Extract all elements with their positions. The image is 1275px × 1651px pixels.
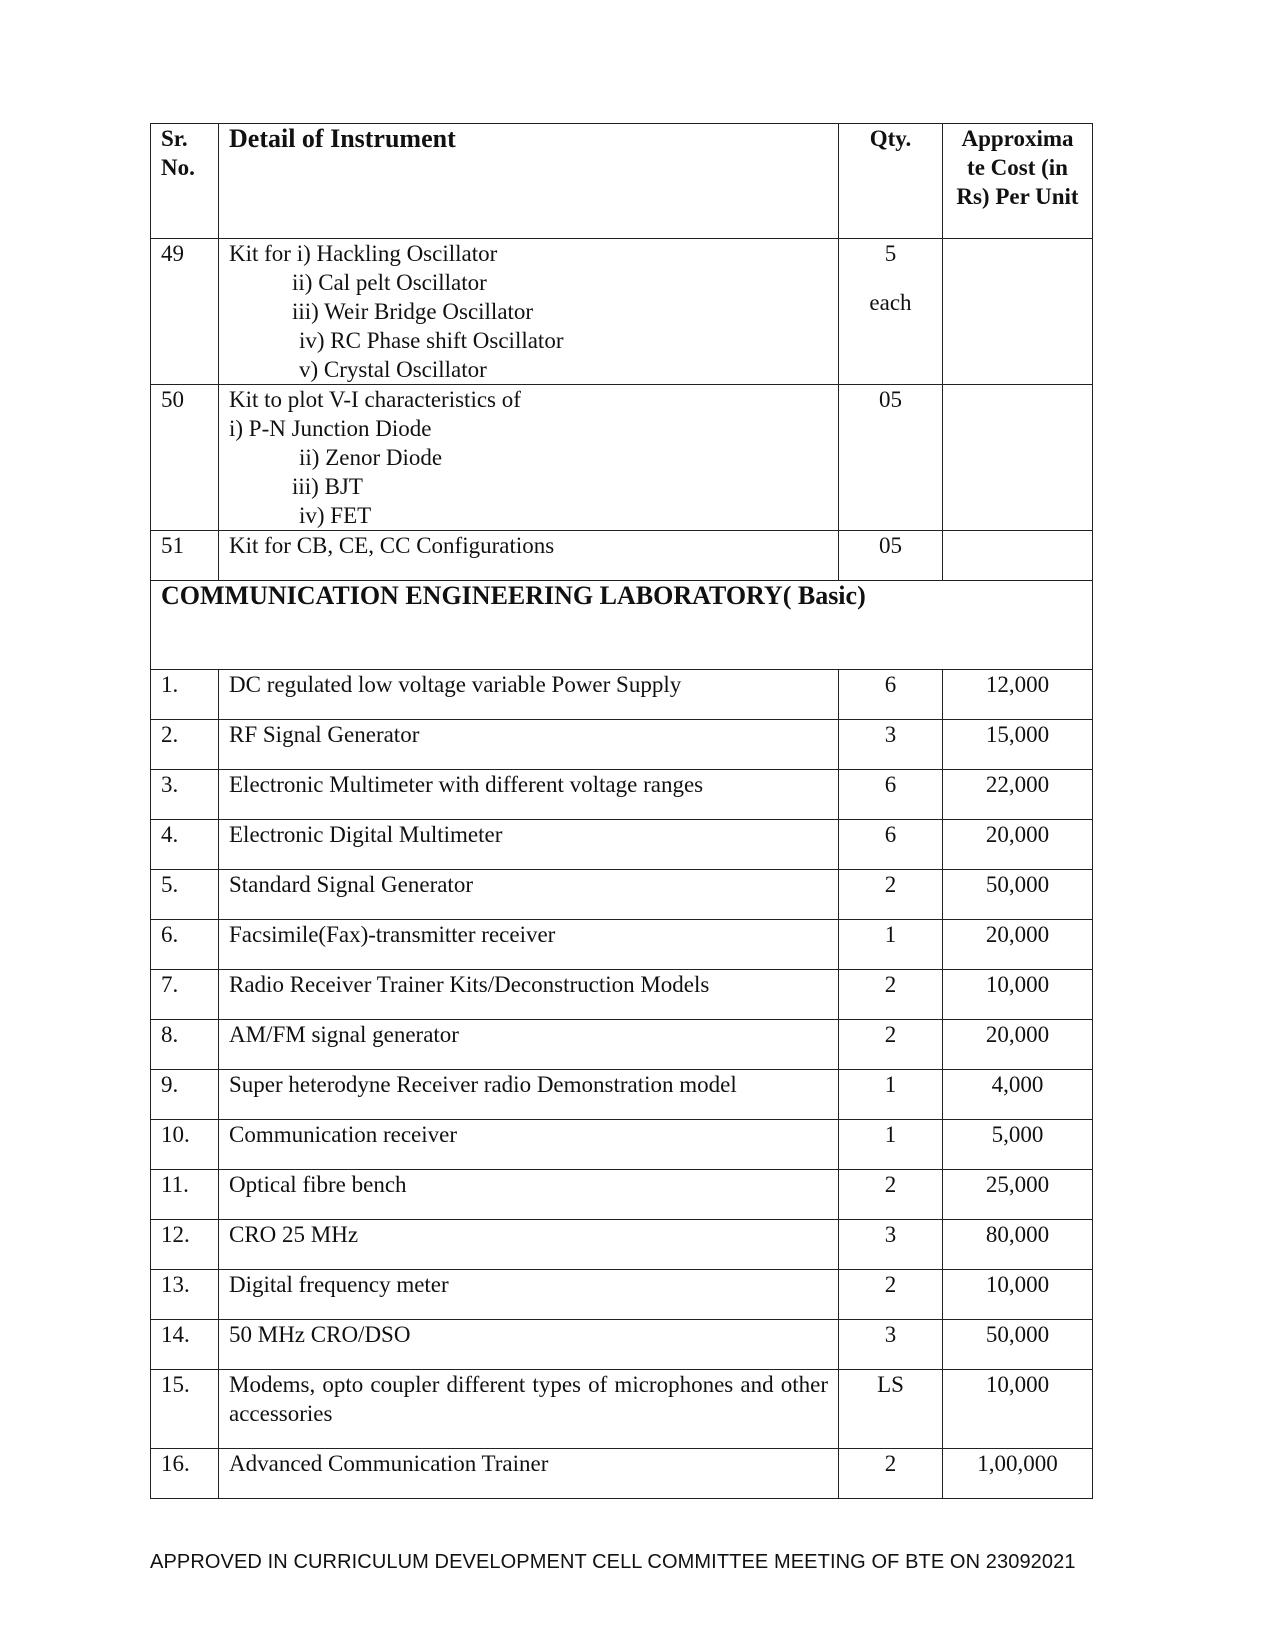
table-row — [151, 1020, 1093, 1070]
table-row — [151, 1449, 1093, 1499]
detail-cell: RF Signal Generator — [219, 720, 839, 770]
detail-cell: Advanced Communication Trainer — [219, 1449, 839, 1499]
detail-cell: Kit for CB, CE, CC Configurations — [219, 531, 839, 581]
sr-cell: 8. — [151, 1020, 219, 1070]
table-row — [151, 1170, 1093, 1220]
approval-footer: APPROVED IN CURRICULUM DEVELOPMENT CELL COMMITTEE MEETING OF BTE ON 23092021 — [150, 1551, 1076, 1573]
detail-cell: Communication receiver — [219, 1120, 839, 1170]
qty-cell: 2 — [839, 1170, 943, 1220]
qty-cell: LS — [839, 1370, 943, 1449]
cost-cell: 1,00,000 — [943, 1449, 1093, 1499]
cost-cell — [943, 531, 1093, 581]
table-row — [151, 1270, 1093, 1320]
detail-line: iii) BJT — [292, 474, 363, 499]
cost-cell — [943, 239, 1093, 385]
cost-cell: 50,000 — [943, 1320, 1093, 1370]
sr-cell: 4. — [151, 820, 219, 870]
detail-cell: Facsimile(Fax)-transmitter receiver — [219, 920, 839, 970]
qty-cell: 6 — [839, 670, 943, 720]
detail-cell: AM/FM signal generator — [219, 1020, 839, 1070]
detail-line: v) Crystal Oscillator — [299, 357, 487, 382]
detail-cell: Electronic Digital Multimeter — [219, 820, 839, 870]
cost-cell: 50,000 — [943, 870, 1093, 920]
table-row — [151, 670, 1093, 720]
qty-cell: 3 — [839, 1220, 943, 1270]
table-row — [151, 770, 1093, 820]
sr-cell: 15. — [151, 1370, 219, 1449]
detail-line: ii) Zenor Diode — [299, 445, 443, 470]
qty-cell: 1 — [839, 1120, 943, 1170]
table-row — [151, 1320, 1093, 1370]
cost-cell: 5,000 — [943, 1120, 1093, 1170]
qty-cell: 2 — [839, 1020, 943, 1070]
qty-value: 5 — [884, 241, 897, 266]
qty-cell: 6 — [839, 820, 943, 870]
qty-cell: 1 — [839, 1070, 943, 1120]
cost-cell: 10,000 — [943, 1370, 1093, 1449]
qty-cell: 2 — [839, 870, 943, 920]
cost-cell: 15,000 — [943, 720, 1093, 770]
detail-line: iii) Weir Bridge Oscillator — [292, 299, 534, 324]
detail-cell: Standard Signal Generator — [219, 870, 839, 920]
table-row — [151, 1220, 1093, 1270]
detail-cell: DC regulated low voltage variable Power Supply — [219, 670, 839, 720]
header-cost: Approxima te Cost (in Rs) Per Unit — [943, 124, 1093, 239]
detail-line: Kit for i) Hackling Oscillator — [229, 241, 498, 266]
detail-cell — [219, 239, 839, 385]
qty-cell: 3 — [839, 1320, 943, 1370]
table-row — [151, 1120, 1093, 1170]
sr-cell: 50 — [151, 385, 219, 531]
table-row — [151, 720, 1093, 770]
table-row — [151, 1370, 1093, 1449]
sr-cell: 6. — [151, 920, 219, 970]
table-row — [151, 239, 1093, 385]
sr-cell: 9. — [151, 1070, 219, 1120]
detail-cell: Digital frequency meter — [219, 1270, 839, 1320]
sr-cell: 13. — [151, 1270, 219, 1320]
table-header-row — [151, 124, 1093, 239]
sr-cell: 14. — [151, 1320, 219, 1370]
qty-cell: 05 — [839, 385, 943, 531]
sr-cell: 16. — [151, 1449, 219, 1499]
header-sr-no: Sr. No. — [151, 124, 219, 239]
qty-cell: 2 — [839, 970, 943, 1020]
detail-cell: Radio Receiver Trainer Kits/Deconstruction Models — [219, 970, 839, 1020]
sr-cell: 5. — [151, 870, 219, 920]
sr-cell: 1. — [151, 670, 219, 720]
cost-cell: 12,000 — [943, 670, 1093, 720]
cost-cell: 80,000 — [943, 1220, 1093, 1270]
cost-cell: 10,000 — [943, 970, 1093, 1020]
qty-cell: 05 — [839, 531, 943, 581]
qty-cell — [839, 239, 943, 385]
qty-cell: 3 — [839, 720, 943, 770]
table-row — [151, 870, 1093, 920]
header-qty: Qty. — [839, 124, 943, 239]
table-row — [151, 820, 1093, 870]
cost-cell: 22,000 — [943, 770, 1093, 820]
detail-cell: Super heterodyne Receiver radio Demonstration model — [219, 1070, 839, 1120]
detail-cell: 50 MHz CRO/DSO — [219, 1320, 839, 1370]
sr-cell: 51 — [151, 531, 219, 581]
table-row — [151, 970, 1093, 1020]
table-row — [151, 1070, 1093, 1120]
cost-cell: 10,000 — [943, 1270, 1093, 1320]
table-row — [151, 385, 1093, 531]
detail-line: i) P-N Junction Diode — [229, 416, 432, 441]
detail-line: iv) FET — [299, 503, 372, 528]
detail-line: iv) RC Phase shift Oscillator — [299, 328, 564, 353]
instrument-table — [150, 123, 1093, 1499]
cost-cell: 4,000 — [943, 1070, 1093, 1120]
sr-cell: 11. — [151, 1170, 219, 1220]
cost-cell: 25,000 — [943, 1170, 1093, 1220]
qty-note: each — [869, 290, 912, 315]
sr-cell: 12. — [151, 1220, 219, 1270]
qty-cell: 2 — [839, 1270, 943, 1320]
cost-cell: 20,000 — [943, 820, 1093, 870]
header-detail: Detail of Instrument — [219, 124, 839, 239]
qty-cell: 1 — [839, 920, 943, 970]
qty-cell: 6 — [839, 770, 943, 820]
table-row — [151, 920, 1093, 970]
section-title: COMMUNICATION ENGINEERING LABORATORY( Basic) — [151, 581, 1093, 670]
detail-cell: Modems, opto coupler different types of microphones and other accessories — [219, 1370, 839, 1449]
cost-cell: 20,000 — [943, 920, 1093, 970]
sr-cell: 10. — [151, 1120, 219, 1170]
qty-cell: 2 — [839, 1449, 943, 1499]
detail-cell: Optical fibre bench — [219, 1170, 839, 1220]
cost-cell: 20,000 — [943, 1020, 1093, 1070]
sr-cell: 49 — [151, 239, 219, 385]
detail-cell: Electronic Multimeter with different voltage ranges — [219, 770, 839, 820]
detail-cell: CRO 25 MHz — [219, 1220, 839, 1270]
sr-cell: 7. — [151, 970, 219, 1020]
detail-line: ii) Cal pelt Oscillator — [292, 270, 487, 295]
sr-cell: 2. — [151, 720, 219, 770]
sr-cell: 3. — [151, 770, 219, 820]
cost-cell — [943, 385, 1093, 531]
table-row — [151, 531, 1093, 581]
detail-line: Kit to plot V-I characteristics of — [229, 387, 521, 412]
detail-cell — [219, 385, 839, 531]
section-heading-row — [151, 581, 1093, 670]
